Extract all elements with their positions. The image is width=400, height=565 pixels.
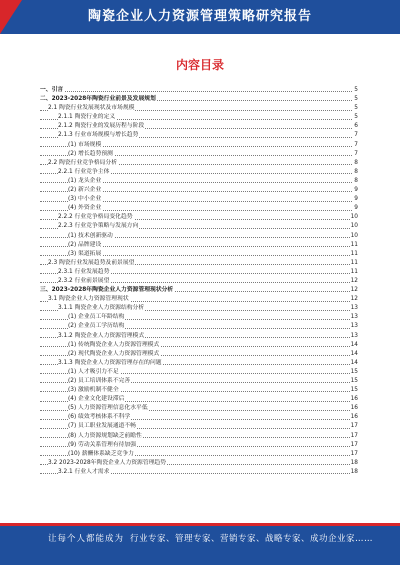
toc-entry[interactable] (40, 404, 358, 413)
toc-entry[interactable] (40, 168, 358, 177)
toc-entry-page: 7 (353, 150, 358, 159)
report-title: 陶瓷企业人力资源管理策略研究报告 (87, 9, 312, 24)
toc-entry[interactable] (40, 368, 358, 377)
toc-entry-page: 14 (350, 341, 358, 350)
toc-entry[interactable] (40, 413, 358, 422)
toc-entry-title: (8) 人力资源规划缺乏前瞻性 (68, 432, 143, 441)
toc-entry-page: 15 (350, 377, 358, 386)
toc-entry-title: 2.3.1 行业发展趋势 (58, 268, 110, 277)
toc-entry[interactable] (40, 241, 358, 250)
toc-entry-page: 13 (350, 313, 358, 322)
toc-entry-title: 2.2.1 行业竞争主体 (58, 168, 110, 177)
toc-entry-page: 14 (350, 359, 358, 368)
toc-entry-page: 13 (350, 304, 358, 313)
toc-entry[interactable] (40, 286, 358, 295)
report-footer (0, 523, 400, 565)
toc-entry[interactable] (40, 395, 358, 404)
toc-entry[interactable] (40, 213, 358, 222)
toc-entry-page: 8 (353, 159, 358, 168)
toc-entry-title: (3) 激励机制不健全 (68, 386, 120, 395)
toc-entry-title: 一、引言 (40, 86, 64, 95)
toc-leader-dots (40, 91, 352, 92)
toc-entry-page: 10 (350, 232, 358, 241)
toc-entry-page: 11 (350, 250, 358, 259)
toc-entry-page: 5 (353, 104, 358, 113)
toc-entry-page: 7 (353, 141, 358, 150)
toc-entry-page: 11 (350, 268, 358, 277)
toc-entry[interactable] (40, 150, 358, 159)
toc-entry-page: 9 (353, 204, 358, 213)
toc-entry-page: 16 (350, 395, 358, 404)
toc-entry[interactable] (40, 159, 358, 168)
toc-entry-title: 三、2023-2028年陶瓷企业人力资源管理现状分析 (40, 286, 174, 295)
toc-entry-title: (2) 增长趋势预测 (68, 150, 114, 159)
toc-entry[interactable] (40, 450, 358, 459)
toc-entry-page: 18 (350, 459, 358, 468)
toc-entry[interactable] (40, 177, 358, 186)
toc-entry-page: 16 (350, 413, 358, 422)
toc-entry[interactable] (40, 141, 358, 150)
toc-entry-title: (1) 企业员工年龄结构 (68, 313, 125, 322)
toc-entry-page: 11 (350, 241, 358, 250)
toc-entry-page: 5 (353, 95, 358, 104)
toc-entry[interactable] (40, 459, 358, 468)
toc-entry[interactable] (40, 222, 358, 231)
report-header (0, 0, 400, 34)
toc-entry[interactable] (40, 350, 358, 359)
toc-entry-page: 8 (353, 177, 358, 186)
toc-entry-title: (1) 技术创新驱动 (68, 232, 114, 241)
toc-entry[interactable] (40, 86, 358, 95)
toc-entry-title: 2.1.2 陶瓷行业的发展历程与阶段 (58, 122, 145, 131)
toc-entry[interactable] (40, 113, 358, 122)
table-of-contents (40, 86, 358, 477)
toc-entry-title: 2.1.1 陶瓷行业的定义 (58, 113, 116, 122)
footer-slogan: 让每个人都能成为 (48, 534, 125, 544)
toc-entry-page: 15 (350, 386, 358, 395)
toc-entry-title: (6) 绩效考核体系不科学 (68, 413, 131, 422)
toc-entry[interactable] (40, 432, 358, 441)
toc-entry-title: 二、2023-2028年陶瓷行业前景及发展规划 (40, 95, 157, 104)
toc-entry-title: (1) 龙头企业 (68, 177, 102, 186)
toc-entry[interactable] (40, 250, 358, 259)
toc-entry-title: 2.1.3 行业市场规模与增长趋势 (58, 131, 139, 140)
toc-entry-page: 5 (353, 113, 358, 122)
toc-entry[interactable] (40, 259, 358, 268)
toc-entry-title: 3.1.1 陶瓷企业人力资源结构分析 (58, 304, 145, 313)
toc-entry[interactable] (40, 195, 358, 204)
toc-entry-title: 3.2.1 行业人才需求 (58, 468, 110, 477)
toc-entry-title: (7) 员工职业发展通道不畅 (68, 422, 137, 431)
toc-entry[interactable] (40, 122, 358, 131)
toc-entry-title: 2.3 陶瓷行业发展趋势及前景展望 (48, 259, 135, 268)
toc-entry-page: 7 (353, 131, 358, 140)
toc-entry-page: 12 (350, 295, 358, 304)
toc-entry[interactable] (40, 359, 358, 368)
toc-entry[interactable] (40, 232, 358, 241)
toc-entry[interactable] (40, 131, 358, 140)
toc-entry-page: 17 (350, 450, 358, 459)
toc-entry[interactable] (40, 386, 358, 395)
toc-entry-title: (1) 人才吸引力不足 (68, 368, 120, 377)
toc-entry[interactable] (40, 441, 358, 450)
toc-entry[interactable] (40, 313, 358, 322)
toc-entry-page: 17 (350, 441, 358, 450)
toc-entry[interactable] (40, 422, 358, 431)
toc-entry-title: (2) 员工培训体系不完善 (68, 377, 131, 386)
toc-entry-page: 17 (350, 432, 358, 441)
toc-entry[interactable] (40, 204, 358, 213)
toc-entry-title: (1) 市场规模 (68, 141, 102, 150)
toc-entry-title: (5) 人力资源管理信息化水平低 (68, 404, 149, 413)
footer-accent-band (0, 523, 400, 526)
toc-entry-page: 8 (353, 168, 358, 177)
toc-entry[interactable] (40, 332, 358, 341)
toc-entry-page: 13 (350, 322, 358, 331)
toc-entry-title: (2) 现代陶瓷企业人力资源管理模式 (68, 350, 160, 359)
toc-entry[interactable] (40, 277, 358, 286)
toc-entry-title: (10) 薪酬体系缺乏竞争力 (68, 450, 135, 459)
toc-entry[interactable] (40, 304, 358, 313)
toc-entry-title: 3.1.2 陶瓷企业人力资源管理模式 (58, 332, 145, 341)
toc-entry-title: 3.1.3 陶瓷企业人力资源管理存在的问题 (58, 359, 163, 368)
toc-entry-title: (2) 品牌建设 (68, 241, 102, 250)
toc-entry-title: (4) 外资企业 (68, 204, 102, 213)
toc-entry-page: 12 (350, 286, 358, 295)
toc-entry-page: 16 (350, 404, 358, 413)
toc-entry-page: 9 (353, 186, 358, 195)
toc-entry[interactable] (40, 186, 358, 195)
toc-entry-title: 3.2 2023-2028年陶瓷企业人力资源管理趋势 (48, 459, 167, 468)
toc-entry-title: (3) 渠道拓展 (68, 250, 102, 259)
toc-entry[interactable] (40, 295, 358, 304)
toc-entry-page: 10 (350, 222, 358, 231)
toc-entry-page: 15 (350, 368, 358, 377)
toc-entry-page: 17 (350, 422, 358, 431)
toc-entry-title: 2.1 陶瓷行业发展现状及市场规模 (48, 104, 135, 113)
toc-entry[interactable] (40, 322, 358, 331)
toc-entry-title: 2.3.2 行业前景展望 (58, 277, 110, 286)
toc-entry[interactable] (40, 268, 358, 277)
toc-entry-page: 6 (353, 122, 358, 131)
toc-entry-page: 10 (350, 213, 358, 222)
toc-entry[interactable] (40, 95, 358, 104)
toc-entry-title: (9) 劳动关系管理有待加强 (68, 441, 137, 450)
toc-entry[interactable] (40, 104, 358, 113)
footer-tagline: 行业专家、管理专家、营销专家、战略专家、成功企业家…… (130, 534, 374, 544)
toc-entry-page: 18 (350, 468, 358, 477)
toc-entry[interactable] (40, 468, 358, 477)
toc-entry-title: 2.2.2 行业竞争格局变化趋势 (58, 213, 134, 222)
toc-entry[interactable] (40, 377, 358, 386)
toc-entry-title: 3.1 陶瓷企业人力资源管理现状 (48, 295, 130, 304)
toc-entry-title: (4) 企业文化建设滞后 (68, 395, 125, 404)
toc-entry-title: (1) 传统陶瓷企业人力资源管理模式 (68, 341, 160, 350)
toc-entry-page: 5 (353, 86, 358, 95)
toc-entry-page: 12 (350, 277, 358, 286)
toc-entry-page: 13 (350, 332, 358, 341)
toc-entry-title: (2) 新兴企业 (68, 186, 102, 195)
toc-entry-page: 11 (350, 259, 358, 268)
toc-entry[interactable] (40, 341, 358, 350)
toc-title: 内容目录 (175, 58, 224, 72)
toc-entry-title: (3) 中小企业 (68, 195, 102, 204)
toc-entry-page: 14 (350, 350, 358, 359)
toc-entry-title: (2) 企业员工学历结构 (68, 322, 125, 331)
toc-entry-title: 2.2.3 行业竞争策略与发展方向 (58, 222, 139, 231)
toc-entry-page: 9 (353, 195, 358, 204)
toc-entry-title: 2.2 陶瓷行业竞争格局分析 (48, 159, 118, 168)
